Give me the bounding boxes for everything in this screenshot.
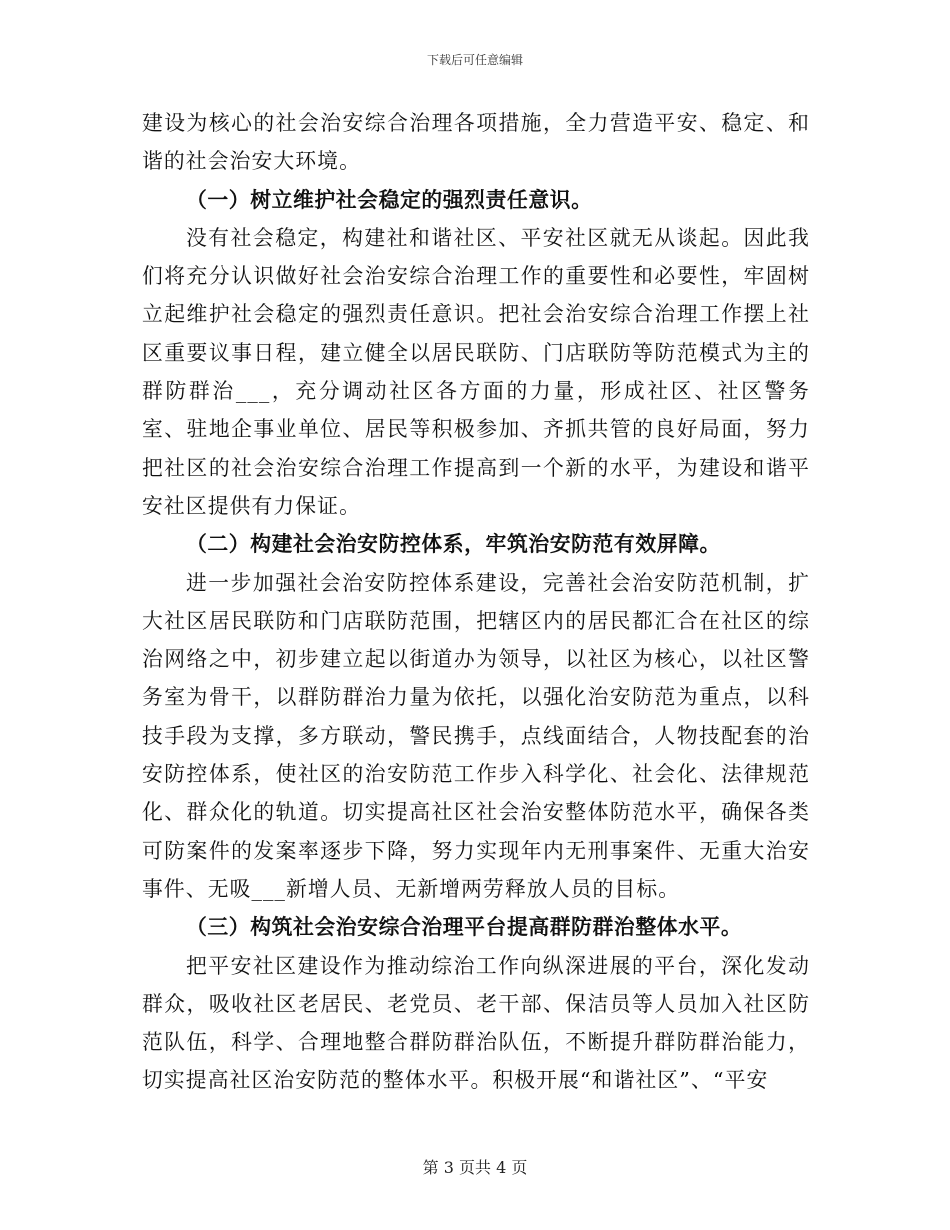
- page-footer: 第 3 页共 4 页: [422, 1158, 528, 1177]
- section-heading-3: （三）构筑社会治安综合治理平台提高群防群治整体水平。: [186, 915, 743, 940]
- section-heading-2: （二）构建社会治安防控体系，牢筑治安防范有效屏障。: [186, 532, 721, 557]
- section-heading-1: （一）树立维护社会稳定的强烈责任意识。: [186, 187, 593, 212]
- paragraph-continuation: 建设为核心的社会治安综合治理各项措施，全力营造平安、稳定、和谐的社会治安大环境。: [142, 111, 810, 174]
- document-body: [142, 104, 810, 1100]
- page-header: 下载后可任意编辑: [426, 53, 523, 67]
- paragraph-section-3: 把平安社区建设作为推动综治工作向纵深进展的平台，深化发动群众，吸收社区老居民、老党员、老干部、保洁员等人员加入社区防范队伍，科学、合理地整合群防群治队伍，不断提升群防群治能力，切实提高社区治安防范的整体水平。积极开展“和谐社区”、“平安: [142, 953, 810, 1093]
- paragraph-section-1: 没有社会稳定，构建社和谐社区、平安社区就无从谈起。因此我们将充分认识做好社会治安综合治理工作的重要性和必要性，牢固树立起维护社会稳定的强烈责任意识。把社会治安综合治理工作摆上社区重要议事日程，建立健全以居民联防、门店联防等防范模式为主的群防群治___，充分调动社区各方面的力量，形成社区、社区警务室、驻地企事业单位、居民等积极参加、齐抓共管的良好局面，努力把社区的社会治安综合治理工作提高到一个新的水平，为建设和谐平安社区提供有力保证。: [142, 225, 810, 518]
- paragraph-section-2: 进一步加强社会治安防控体系建设，完善社会治安防范机制，扩大社区居民联防和门店联防范围，把辖区内的居民都汇合在社区的综治网络之中，初步建立起以街道办为领导，以社区为核心，以社区警务室为骨干，以群防群治力量为依托，以强化治安防范为重点，以科技手段为支撑，多方联动，警民携手，点线面结合，人物技配套的治安防控体系，使社区的治安防范工作步入科学化、社会化、法律规范化、群众化的轨道。切实提高社区社会治安整体防范水平，确保各类可防案件的发案率逐步下降，努力实现年内无刑事案件、无重大治安事件、无吸___新增人员、无新增两劳释放人员的目标。: [142, 570, 810, 901]
